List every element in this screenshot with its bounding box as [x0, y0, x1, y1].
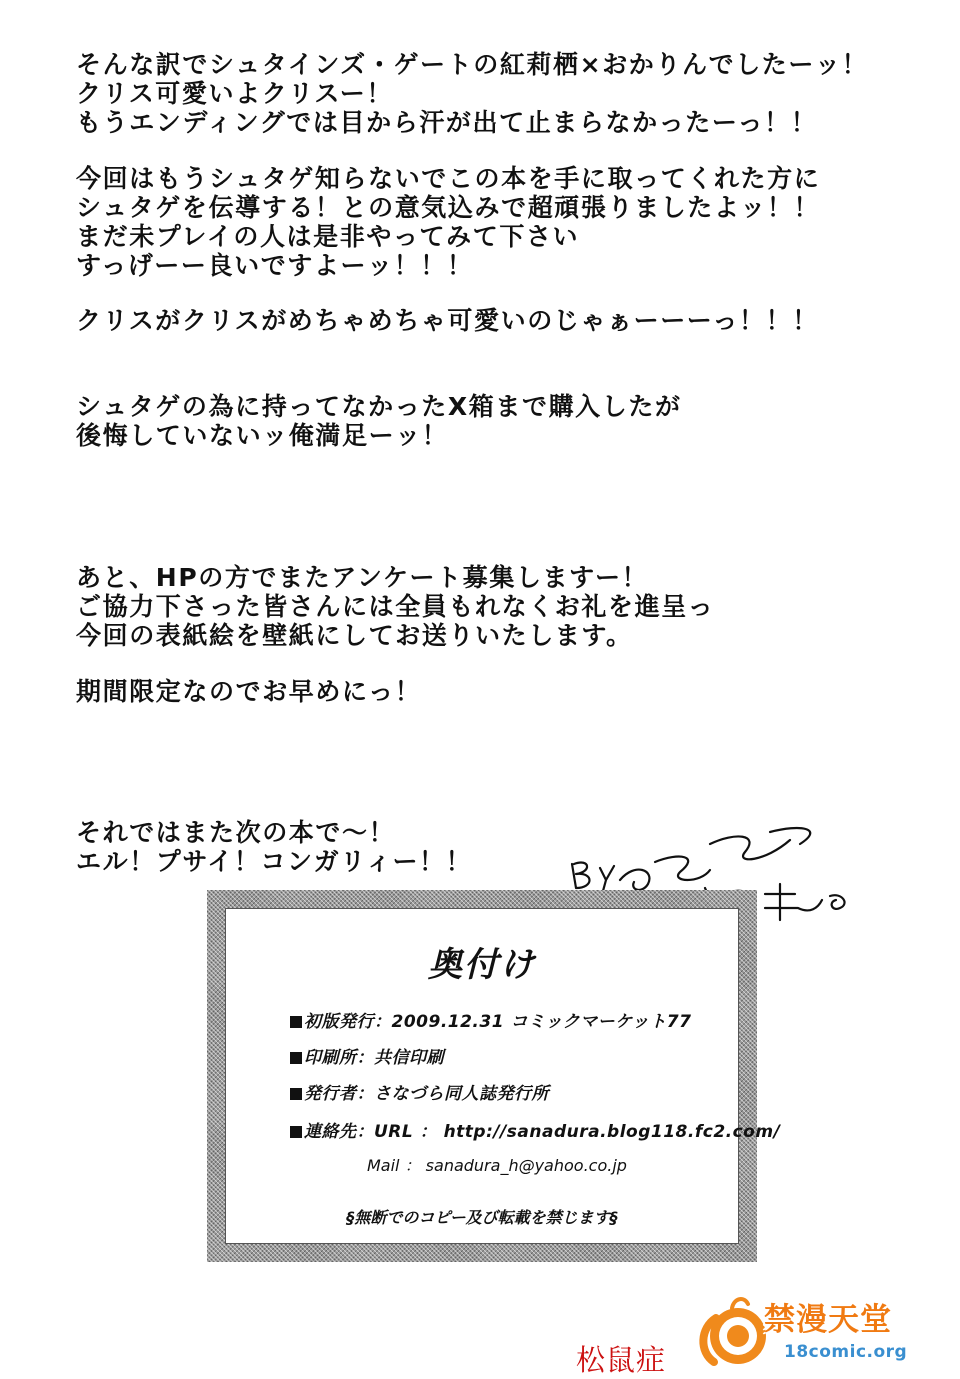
text-line: ご協力下さった皆さんには全員もれなくお礼を進呈っ	[76, 592, 715, 621]
printer-text: 印刷所：共信印刷	[304, 1048, 444, 1068]
watermark-name: 禁漫天堂	[764, 1302, 892, 1338]
contact-url-text: 連絡先：URL ： http://sanadura.blog118.fc2.com/	[304, 1122, 781, 1142]
afterword-paragraph-4	[76, 392, 682, 450]
text-line: エル！プサイ！コンガリィー！！	[76, 847, 473, 876]
text-line: シュタゲの為に持ってなかったX箱まで購入したが	[76, 392, 682, 421]
afterword-paragraph-3	[76, 306, 819, 335]
text-line: 後悔していないッ俺満足ーッ！	[76, 421, 449, 450]
text-line: それではまた次の本で～！	[76, 818, 396, 847]
bullet-square-icon	[290, 1052, 302, 1064]
colophon-box	[225, 908, 781, 1244]
copyright-notice: §無断でのコピー及び転載を禁じます§	[346, 1208, 618, 1227]
afterword-paragraph-5	[76, 563, 714, 650]
bullet-square-icon	[290, 1016, 302, 1028]
text-line: シュタゲを伝導する！との意気込みで超頑張りましたよッ！！	[76, 193, 821, 222]
text-line: クリスがクリスがめちゃめちゃ可愛いのじゃぁーーーっ！！！	[76, 306, 819, 335]
squirrel-logo-icon	[694, 1292, 770, 1372]
first-edition-row	[290, 1007, 691, 1032]
watermark-url: 18comic.org	[784, 1342, 908, 1362]
afterword-paragraph-6	[76, 677, 421, 706]
text-line: もうエンディングでは目から汗が出て止まらなかったーっ！！	[76, 108, 818, 137]
bullet-square-icon	[290, 1088, 302, 1100]
text-line: クリス可愛いよクリスー！	[76, 79, 393, 108]
colophon-title: 奥付け	[428, 945, 536, 985]
contact-row	[290, 1117, 780, 1142]
bullet-square-icon	[290, 1126, 302, 1138]
text-line: すっげーー良いですよーッ！！！	[76, 251, 474, 280]
afterword-paragraph-2	[76, 164, 820, 280]
contact-mail: Mail ： sanadura_h@yahoo.co.jp	[367, 1156, 627, 1175]
text-line: まだ未プレイの人は是非やってみて下さい	[76, 222, 580, 251]
publisher-text: 発行者：さなづら同人誌発行所	[304, 1084, 549, 1104]
printer-row	[290, 1043, 444, 1068]
red-stamp-text: 松鼠症	[576, 1343, 667, 1377]
first-edition-text: 初版発行：2009.12.31 コミックマーケット77	[304, 1012, 692, 1032]
text-line: 今回はもうシュタゲ知らないでこの本を手に取ってくれた方に	[76, 164, 821, 193]
colophon-frame	[207, 890, 781, 1262]
text-line: あと、HPの方でまたアンケート募集しますー！	[76, 563, 649, 592]
publisher-row	[290, 1079, 549, 1104]
text-line: 今回の表紙絵を壁紙にしてお送りいたします。	[76, 621, 633, 650]
text-line: そんな訳でシュタインズ・ゲートの紅莉栖×おかりんでしたーッ！	[76, 50, 869, 79]
watermark-logo	[694, 1290, 924, 1372]
afterword-paragraph-7	[76, 818, 472, 876]
afterword-paragraph-1	[76, 50, 868, 137]
text-line: 期間限定なのでお早めにっ！	[76, 677, 422, 706]
